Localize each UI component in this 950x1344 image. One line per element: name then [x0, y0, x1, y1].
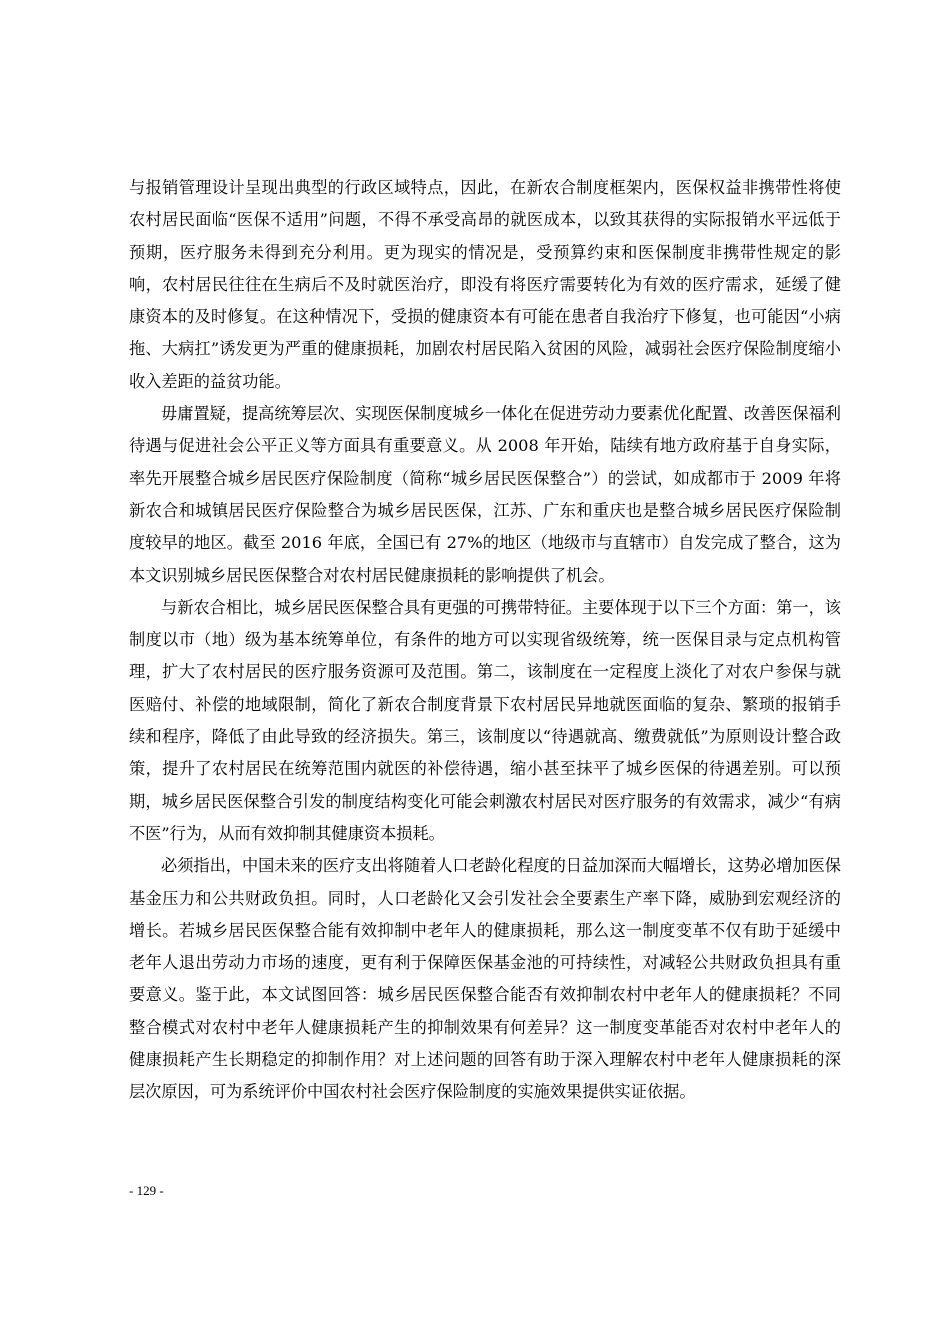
- paragraph-research-questions: 必须指出，中国未来的医疗支出将随着人口老龄化程度的日益加深而大幅增长，这势必增加医保基金压力和公共财政负担。同时，人口老龄化又会引发社会全要素生产率下降，威胁到宏观经济的增长。若城乡居民医保整合能有效抑制中老年人的健康损耗，那么这一制度变革不仅有助于延缓中老年人退出劳动力市场的速度，更有利于保障医保基金池的可持续性，对减轻公共财政负担具有重要意义。鉴于此，本文试图回答：城乡居民医保整合能否有效抑制农村中老年人的健康损耗？不同整合模式对农村中老年人健康损耗产生的抑制效果有何差异？这一制度变革能否对农村中老年人的健康损耗产生长期稳定的抑制作用？对上述问题的回答有助于深入理解农村中老年人健康损耗的深层次原因，可为系统评价中国农村社会医疗保险制度的实施效果提供实证依据。: [129, 856, 841, 1102]
- paragraph-portability-features: 与新农合相比，城乡居民医保整合具有更强的可携带特征。主要体现于以下三个方面：第一，该制度以市（地）级为基本统筹单位，有条件的地方可以实现省级统筹，统一医保目录与定点机构管理，扩大了农村居民的医疗服务资源可及范围。第二，该制度在一定程度上淡化了对农户参保与就医赔付、补偿的地域限制，简化了新农合制度背景下农村居民异地就医面临的复杂、繁琐的报销手续和程序，降低了由此导致的经济损失。第三，该制度以“待遇就高、缴费就低”为原则设计整合政策，提升了农村居民在统筹范围内就医的补偿待遇，缩小甚至抹平了城乡医保的待遇差别。可以预期，城乡居民医保整合引发的制度结构变化可能会刺激农村居民对医疗服务的有效需求，减少“有病不医”行为，从而有效抑制其健康资本损耗。: [129, 597, 841, 843]
- paragraph-integration-significance: 毋庸置疑，提高统筹层次、实现医保制度城乡一体化在促进劳动力要素优化配置、改善医保福利待遇与促进社会公平正义等方面具有重要意义。从 2008 年开始，陆续有地方政府基于自身实际，率先开展整合城乡居民医疗保险制度（简称“城乡居民医保整合”）的尝试，如成都市于 2009 年将新农合和城镇居民医疗保险整合为城乡居民医保，江苏、广东和重庆也是整合城乡居民医疗保险制度较早的地区。截至 2016 年底，全国已有 27%的地区（地级市与直辖市）自发完成了整合，这为本文识别城乡居民医保整合对农村居民健康损耗的影响提供了机会。: [129, 404, 841, 585]
- paragraph-continuation: 与报销管理设计呈现出典型的行政区域特点，因此，在新农合制度框架内，医保权益非携带性将使农村居民面临“医保不适用”问题，不得不承受高昂的就医成本，以致其获得的实际报销水平远低于预期，医疗服务未得到充分利用。更为现实的情况是，受预算约束和医保制度非携带性规定的影响，农村居民往往在生病后不及时就医治疗，即没有将医疗需要转化为有效的医疗需求，延缓了健康资本的及时修复。在这种情况下，受损的健康资本有可能在患者自我治疗下修复，也可能因“小病拖、大病扛”诱发更为严重的健康损耗，加剧农村居民陷入贫困的风险，减弱社会医疗保险制度缩小收入差距的益贫功能。: [129, 178, 841, 391]
- page-number: - 129 -: [129, 1183, 164, 1198]
- body-text: [129, 172, 841, 1109]
